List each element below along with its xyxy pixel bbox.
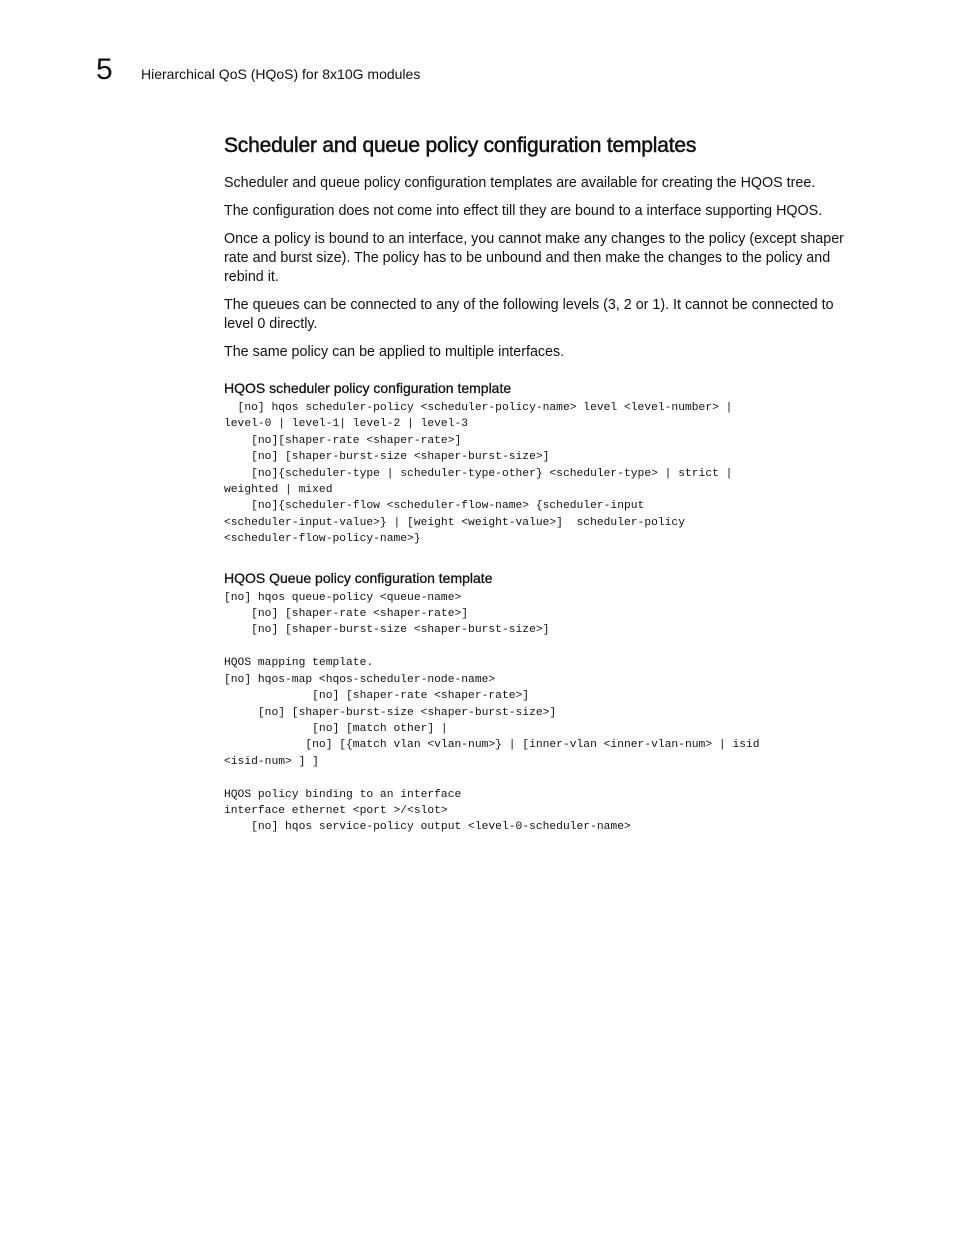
page-content [224, 130, 866, 836]
section-title: Scheduler and queue policy configuration templates [224, 134, 697, 157]
queue-template-code: [no] hqos queue-policy <queue-name> [no] [shaper-rate <shaper-rate>] [no] [shaper-burst-size <shaper-burst-size>] HQOS mapping template. [no] hqos-map <hqos-scheduler-node-name> [no] [shaper-rate <shaper-rate>] [no] [shaper-burst-size <shaper-burst-size>] [no] [match other] | [no] [{match vlan <vlan-num>} | [inner-vlan <inner-vlan-num> | isid <isid-num> ] ] HQOS policy binding to an interface interface ethernet <port >/<slot> [no] hqos service-policy output <level-0-scheduler-name> [224, 591, 760, 834]
scheduler-template-code: [no] hqos scheduler-policy <scheduler-policy-name> level <level-number> | level-0 | level-1| level-2 | level-3 [no][shaper-rate <shaper-rate>] [no] [shaper-burst-size <shaper-burst-size>] [no]{scheduler-type | scheduler-type-other} <scheduler-type> | strict | weighted | mixed [no]{scheduler-flow <scheduler-flow-name> {scheduler-input <scheduler-input-value>} | [weight <weight-value>] scheduler-policy <scheduler-flow-policy-name>} [224, 402, 733, 546]
paragraph-1: Scheduler and queue policy configuration templates are available for creating the HQOS tree. [224, 175, 816, 191]
paragraph-5: The same policy can be applied to multiple interfaces. [224, 344, 565, 360]
chapter-number: 5 [96, 53, 113, 86]
paragraph-2: The configuration does not come into effect till they are bound to a interface supporting HQOS. [224, 203, 823, 219]
paragraph-4: The queues can be connected to any of the following levels (3, 2 or 1). It cannot be connected to level 0 directly. [224, 297, 834, 332]
paragraph-3: Once a policy is bound to an interface, you cannot make any changes to the policy (except shaper rate and burst size). The policy has to be unbound and then make the changes to the policy and rebind it. [224, 231, 844, 285]
running-header-title: Hierarchical QoS (HQoS) for 8x10G modules [141, 66, 421, 82]
queue-template-heading: HQOS Queue policy configuration template [224, 569, 493, 586]
scheduler-template-heading: HQOS scheduler policy configuration template [224, 380, 512, 396]
